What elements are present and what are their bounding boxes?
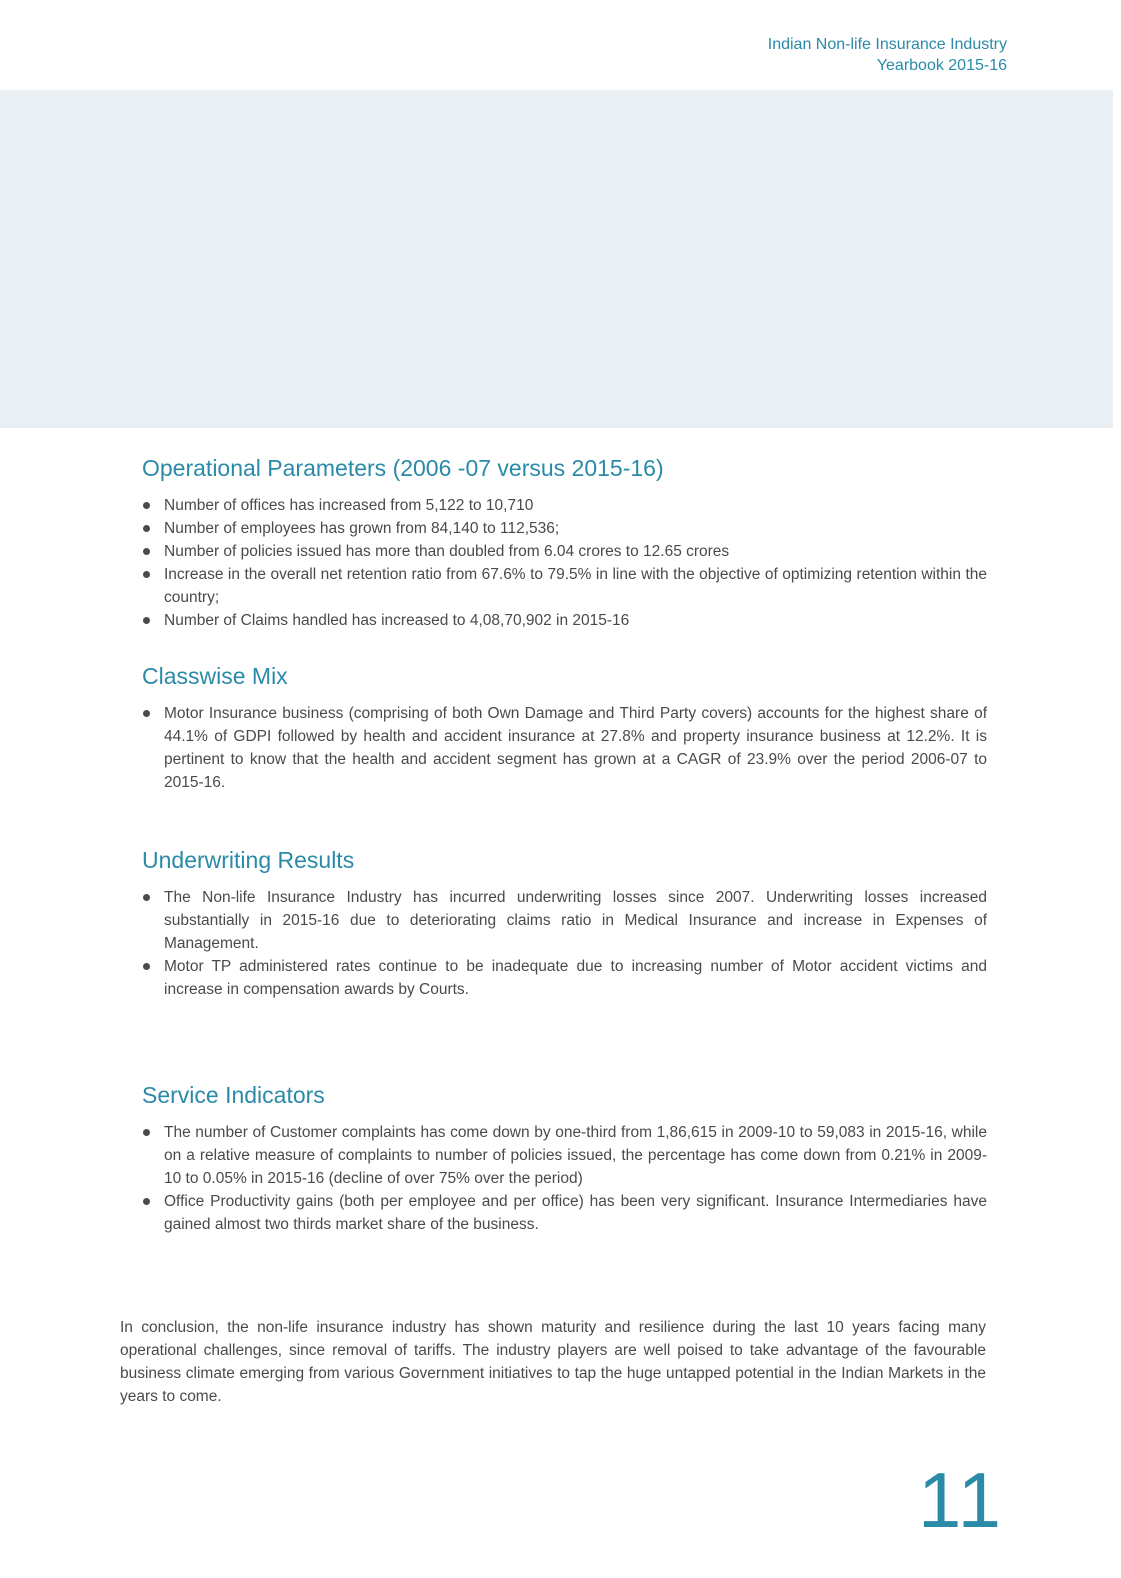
section-title: Service Indicators bbox=[142, 1082, 325, 1108]
section-service-indicators bbox=[142, 1081, 987, 1236]
list-item: Motor Insurance business (comprising of both Own Damage and Third Party covers) accounts for the highest share of 44.1% of GDPI followed by health and accident insurance at 27.8% and property insurance business at 12.2%. It is pertinent to know that the health and accident segment has grown at a CAGR of 23.9% over the period 2006-07 to 2015-16. bbox=[142, 702, 987, 794]
list-item: Office Productivity gains (both per employee and per office) has been very significant. Insurance Intermediaries have gained almost two thirds market share of the business. bbox=[142, 1190, 987, 1236]
list-item: Motor TP administered rates continue to be inadequate due to increasing number of Motor accident victims and increase in compensation awards by Courts. bbox=[142, 955, 987, 1001]
list-item: The Non-life Insurance Industry has incurred underwriting losses since 2007. Underwriting losses increased substantially in 2015-16 due to deteriorating claims ratio in Medical Insurance and increase in Expenses of Management. bbox=[142, 886, 987, 955]
list-item: The number of Customer complaints has come down by one-third from 1,86,615 in 2009-10 to 59,083 in 2015-16, while on a relative measure of complaints to number of policies issued, the percentage has come down from 0.21% in 2009-10 to 0.05% in 2015-16 (decline of over 75% over the period) bbox=[142, 1121, 987, 1190]
section-title: Operational Parameters (2006 -07 versus 2015-16) bbox=[142, 455, 664, 481]
list-item: Increase in the overall net retention ratio from 67.6% to 79.5% in line with the objective of optimizing retention within the country; bbox=[142, 563, 987, 609]
list-item: Number of employees has grown from 84,140 to 112,536; bbox=[142, 517, 987, 540]
bullet-list bbox=[142, 1121, 987, 1236]
page-number: 11 bbox=[918, 1456, 1003, 1544]
bullet-list bbox=[142, 702, 987, 794]
section-operational-parameters bbox=[142, 454, 987, 632]
main-content bbox=[142, 454, 987, 1276]
section-title: Classwise Mix bbox=[142, 663, 288, 689]
list-item: Number of offices has increased from 5,122 to 10,710 bbox=[142, 494, 987, 517]
header-subtitle: Yearbook 2015-16 bbox=[876, 57, 1007, 74]
running-header bbox=[768, 34, 1007, 76]
list-item: Number of Claims handled has increased to 4,08,70,902 in 2015-16 bbox=[142, 609, 987, 632]
list-item: Number of policies issued has more than doubled from 6.04 crores to 12.65 crores bbox=[142, 540, 987, 563]
banner-band bbox=[0, 90, 1113, 428]
section-classwise-mix bbox=[142, 662, 987, 794]
header-title: Indian Non-life Insurance Industry bbox=[767, 36, 1007, 53]
bullet-list bbox=[142, 886, 987, 1001]
section-title: Underwriting Results bbox=[142, 847, 355, 873]
section-underwriting-results bbox=[142, 846, 987, 1001]
conclusion-paragraph: In conclusion, the non-life insurance industry has shown maturity and resilience during the last 10 years facing many operational challenges, since removal of tariffs. The industry players are well poised to take advantage of the favourable business climate emerging from various Government initiatives to tap the huge untapped potential in the Indian Markets in the years to come. bbox=[120, 1318, 986, 1405]
bullet-list bbox=[142, 494, 987, 632]
